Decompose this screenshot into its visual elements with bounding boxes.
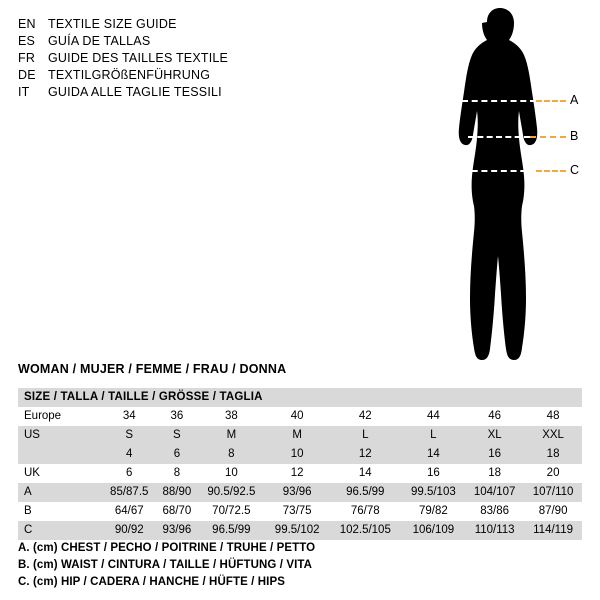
row-cell: 36 — [156, 407, 197, 426]
row-label: UK — [18, 464, 102, 483]
table-row — [18, 445, 582, 464]
row-cell: 34 — [102, 407, 156, 426]
row-cell: 90.5/92.5 — [197, 483, 265, 502]
legend-language-code: ES — [18, 34, 36, 48]
row-cell: 40 — [265, 407, 329, 426]
row-cell: 18 — [524, 445, 582, 464]
legend-language-code: DE — [18, 68, 36, 82]
table-row — [18, 483, 582, 502]
row-cell: XL — [465, 426, 524, 445]
row-label: US — [18, 426, 102, 445]
row-cell: 4 — [102, 445, 156, 464]
row-cell: 16 — [465, 445, 524, 464]
row-cell: 102.5/105 — [329, 521, 402, 540]
row-cell: 93/96 — [265, 483, 329, 502]
row-cell: 90/92 — [102, 521, 156, 540]
row-cell: 68/70 — [156, 502, 197, 521]
row-cell: 96.5/99 — [197, 521, 265, 540]
row-cell: 76/78 — [329, 502, 402, 521]
row-cell: 10 — [197, 464, 265, 483]
female-silhouette-figure — [420, 8, 590, 368]
row-cell: S — [156, 426, 197, 445]
footnote-hip: C. (cm) HIP / CADERA / HANCHE / HÜFTE / HIPS — [18, 576, 286, 588]
legend-language-text: TEXTILE SIZE GUIDE — [48, 17, 177, 31]
row-cell: 46 — [465, 407, 524, 426]
legend-row — [18, 67, 318, 84]
row-cell: 85/87.5 — [102, 483, 156, 502]
language-legend — [18, 16, 318, 101]
table-row — [18, 407, 582, 426]
measurement-footnotes — [18, 540, 315, 591]
row-cell: 8 — [197, 445, 265, 464]
legend-row — [18, 50, 318, 67]
group-title: WOMAN / MUJER / FEMME / FRAU / DONNA — [18, 362, 287, 376]
row-cell: 79/82 — [402, 502, 466, 521]
legend-language-code: EN — [18, 17, 36, 31]
row-cell: 16 — [402, 464, 466, 483]
hip-measure-line-lead — [536, 170, 566, 172]
size-table — [18, 388, 582, 540]
waist-measure-line-body — [468, 136, 530, 138]
silhouette-icon — [420, 8, 590, 368]
measure-label-chest: A — [570, 93, 579, 107]
row-label: A — [18, 483, 102, 502]
row-cell: 6 — [102, 464, 156, 483]
row-cell: 42 — [329, 407, 402, 426]
row-cell: 14 — [329, 464, 402, 483]
row-label: Europe — [18, 407, 102, 426]
row-cell: 14 — [402, 445, 466, 464]
row-cell: 96.5/99 — [329, 483, 402, 502]
legend-row — [18, 16, 318, 33]
row-cell: 106/109 — [402, 521, 466, 540]
chest-measure-line-lead — [536, 100, 566, 102]
row-cell: 93/96 — [156, 521, 197, 540]
row-cell: 88/90 — [156, 483, 197, 502]
measure-label-waist: B — [570, 129, 579, 143]
row-label: C — [18, 521, 102, 540]
row-cell: 104/107 — [465, 483, 524, 502]
row-cell: L — [329, 426, 402, 445]
legend-row — [18, 33, 318, 50]
row-cell: 20 — [524, 464, 582, 483]
row-cell: 114/119 — [524, 521, 582, 540]
row-cell: 73/75 — [265, 502, 329, 521]
row-cell: M — [197, 426, 265, 445]
chest-measure-line-body — [462, 100, 536, 102]
measure-label-hip: C — [570, 163, 580, 177]
table-row — [18, 521, 582, 540]
row-cell: 18 — [465, 464, 524, 483]
legend-language-text: GUIDA ALLE TAGLIE TESSILI — [48, 85, 222, 99]
legend-language-text: TEXTILGRÖßENFÜHRUNG — [48, 68, 211, 82]
row-cell: 6 — [156, 445, 197, 464]
table-header-label: SIZE / TALLA / TAILLE / GRÖSSE / TAGLIA — [18, 388, 582, 407]
row-cell: 12 — [265, 464, 329, 483]
hip-measure-line-body — [462, 170, 536, 172]
row-cell: L — [402, 426, 466, 445]
row-cell: 83/86 — [465, 502, 524, 521]
table-header-row — [18, 388, 582, 407]
row-cell: 99.5/102 — [265, 521, 329, 540]
row-cell: 70/72.5 — [197, 502, 265, 521]
row-label — [18, 445, 102, 464]
row-cell: 99.5/103 — [402, 483, 466, 502]
legend-language-text: GUÍA DE TALLAS — [48, 34, 151, 48]
table-row — [18, 502, 582, 521]
row-cell: 44 — [402, 407, 466, 426]
row-cell: XXL — [524, 426, 582, 445]
footnote-chest: A. (cm) CHEST / PECHO / POITRINE / TRUHE / PETTO — [18, 542, 316, 554]
row-cell: 12 — [329, 445, 402, 464]
row-cell: 87/90 — [524, 502, 582, 521]
row-cell: 38 — [197, 407, 265, 426]
row-cell: 110/113 — [465, 521, 524, 540]
row-label: B — [18, 502, 102, 521]
row-cell: 10 — [265, 445, 329, 464]
legend-language-code: FR — [18, 51, 36, 65]
legend-language-text: GUIDE DES TAILLES TEXTILE — [48, 51, 229, 65]
waist-measure-line-lead — [530, 136, 566, 138]
row-cell: 107/110 — [524, 483, 582, 502]
table-row — [18, 464, 582, 483]
row-cell: 8 — [156, 464, 197, 483]
footnote-waist: B. (cm) WAIST / CINTURA / TAILLE / HÜFTUNG / VITA — [18, 559, 313, 571]
row-cell: M — [265, 426, 329, 445]
table-row — [18, 426, 582, 445]
legend-row — [18, 84, 318, 101]
row-cell: 64/67 — [102, 502, 156, 521]
legend-language-code: IT — [18, 85, 30, 99]
row-cell: 48 — [524, 407, 582, 426]
row-cell: S — [102, 426, 156, 445]
